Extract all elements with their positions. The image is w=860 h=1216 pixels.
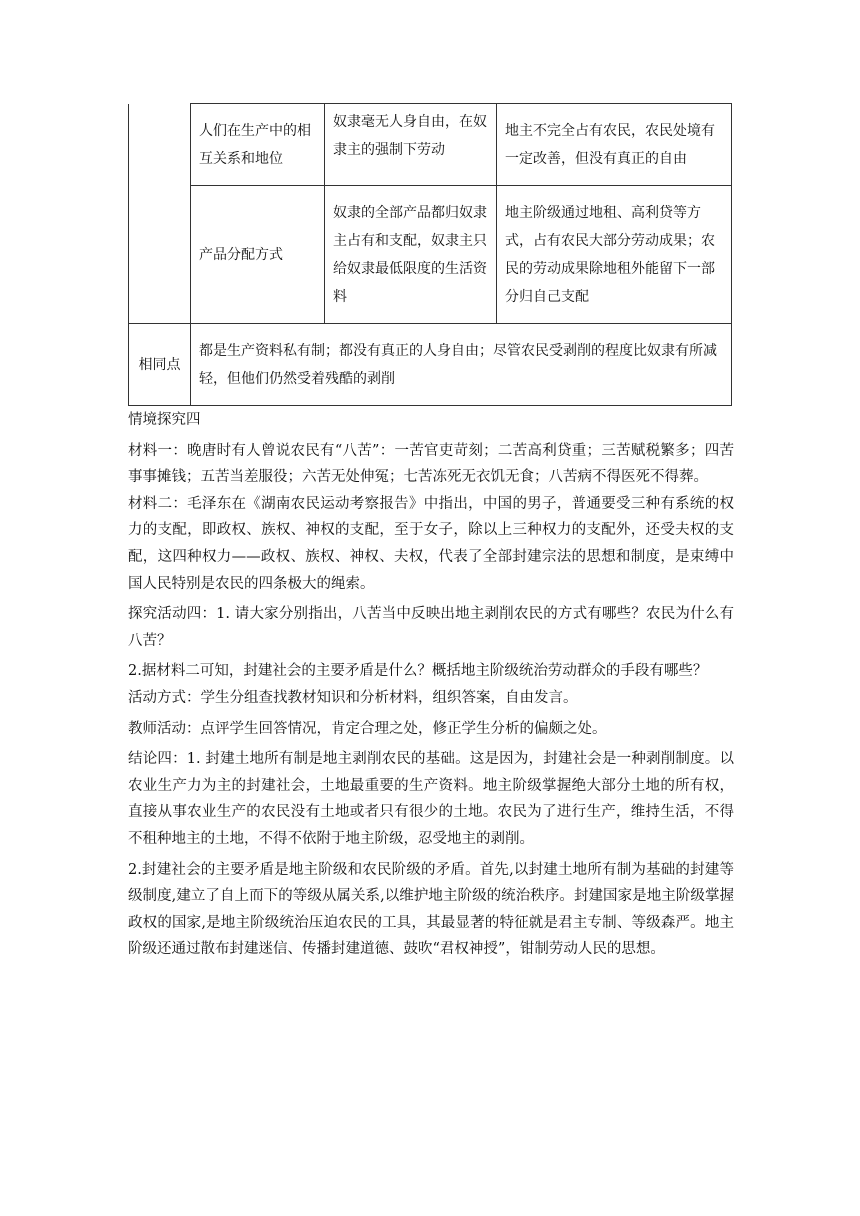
body-text [128, 407, 734, 963]
similarity-text: 都是生产资料私有制；都没有真正的人身自由；尽管农民受剥削的程度比奴隶有所减轻，但他们仍然受着残酷的剥削 [191, 324, 732, 406]
activity-method: 活动方式：学生分组查找教材知识和分析材料，组织答案，自由发言。 [128, 689, 578, 706]
activity-2: 2.据材料二可知，封建社会的主要矛盾是什么？概括地主阶级统治劳动群众的手段有哪些？ [128, 663, 708, 680]
row-label-similarity: 相同点 [129, 324, 191, 406]
comparison-table [128, 103, 732, 406]
table-cell-empty [129, 104, 191, 324]
table-row [129, 104, 732, 186]
row-label-distribution: 产品分配方式 [191, 186, 325, 324]
slave-society-relations: 奴隶毫无人身自由，在奴隶主的强制下劳动 [325, 104, 497, 186]
slave-society-distribution: 奴隶的全部产品都归奴隶主占有和支配，奴隶主只给奴隶最低限度的生活资料 [325, 186, 497, 324]
material-2: 材料二：毛泽东在《湖南农民运动考察报告》中指出，中国的男子，普通要受三种有系统的权力的支配，即政权、族权、神权的支配，至于女子，除以上三种权力的支配外，还受夫权的支配，这四种权力——政权、族权、神权、夫权，代表了全部封建宗法的思想和制度，是束缚中国人民特别是农民的四条极大的绳索。 [128, 495, 734, 592]
feudal-society-relations: 地主不完全占有农民，农民处境有一定改善，但没有真正的自由 [497, 104, 732, 186]
row-label-relations: 人们在生产中的相互关系和地位 [191, 104, 325, 186]
feudal-society-distribution: 地主阶级通过地租、高利贷等方式，占有农民大部分劳动成果；农民的劳动成果除地租外能留下一部分归自己支配 [497, 186, 732, 324]
material-1: 材料一：晚唐时有人曾说农民有“八苦”：一苦官吏苛刻；二苦高利贷重；三苦赋税繁多；四苦事事摊钱；五苦当差服役；六苦无处伸冤；七苦冻死无衣饥无食；八苦病不得医死不得葬。 [128, 442, 734, 486]
table-row [129, 186, 732, 324]
conclusion-1: 结论四：1. 封建土地所有制是地主剥削农民的基础。这是因为，封建社会是一种剥削制度。以农业生产力为主的封建社会，土地最重要的生产资料。地主阶级掌握绝大部分土地的所有权，直接从事农业生产的农民没有土地或者只有很少的土地。农民为了进行生产，维持生活，不得不租种地主的土地，不得不依附于地主阶级，忍受地主的剥削。 [128, 751, 734, 847]
activity-1: 探究活动四：1. 请大家分别指出，八苦当中反映出地主剥削农民的方式有哪些？农民为什么有八苦？ [128, 606, 734, 649]
section-title: 情境探究四 [128, 412, 201, 428]
teacher-activity: 教师活动：点评学生回答情况，肯定合理之处，修正学生分析的偏颇之处。 [128, 720, 607, 737]
table-row [129, 324, 732, 406]
conclusion-2: 2.封建社会的主要矛盾是地主阶级和农民阶级的矛盾。首先,以封建土地所有制为基础的封建等级制度,建立了自上而下的等级从属关系,以维护地主阶级的统治秩序。封建国家是地主阶级掌握政权的国家,是地主阶级统治压迫农民的工具，其最显著的特征就是君主专制、等级森严。地主阶级还通过散布封建迷信、传播封建道德、鼓吹“君权神授”，钳制劳动人民的思想。 [128, 861, 734, 958]
